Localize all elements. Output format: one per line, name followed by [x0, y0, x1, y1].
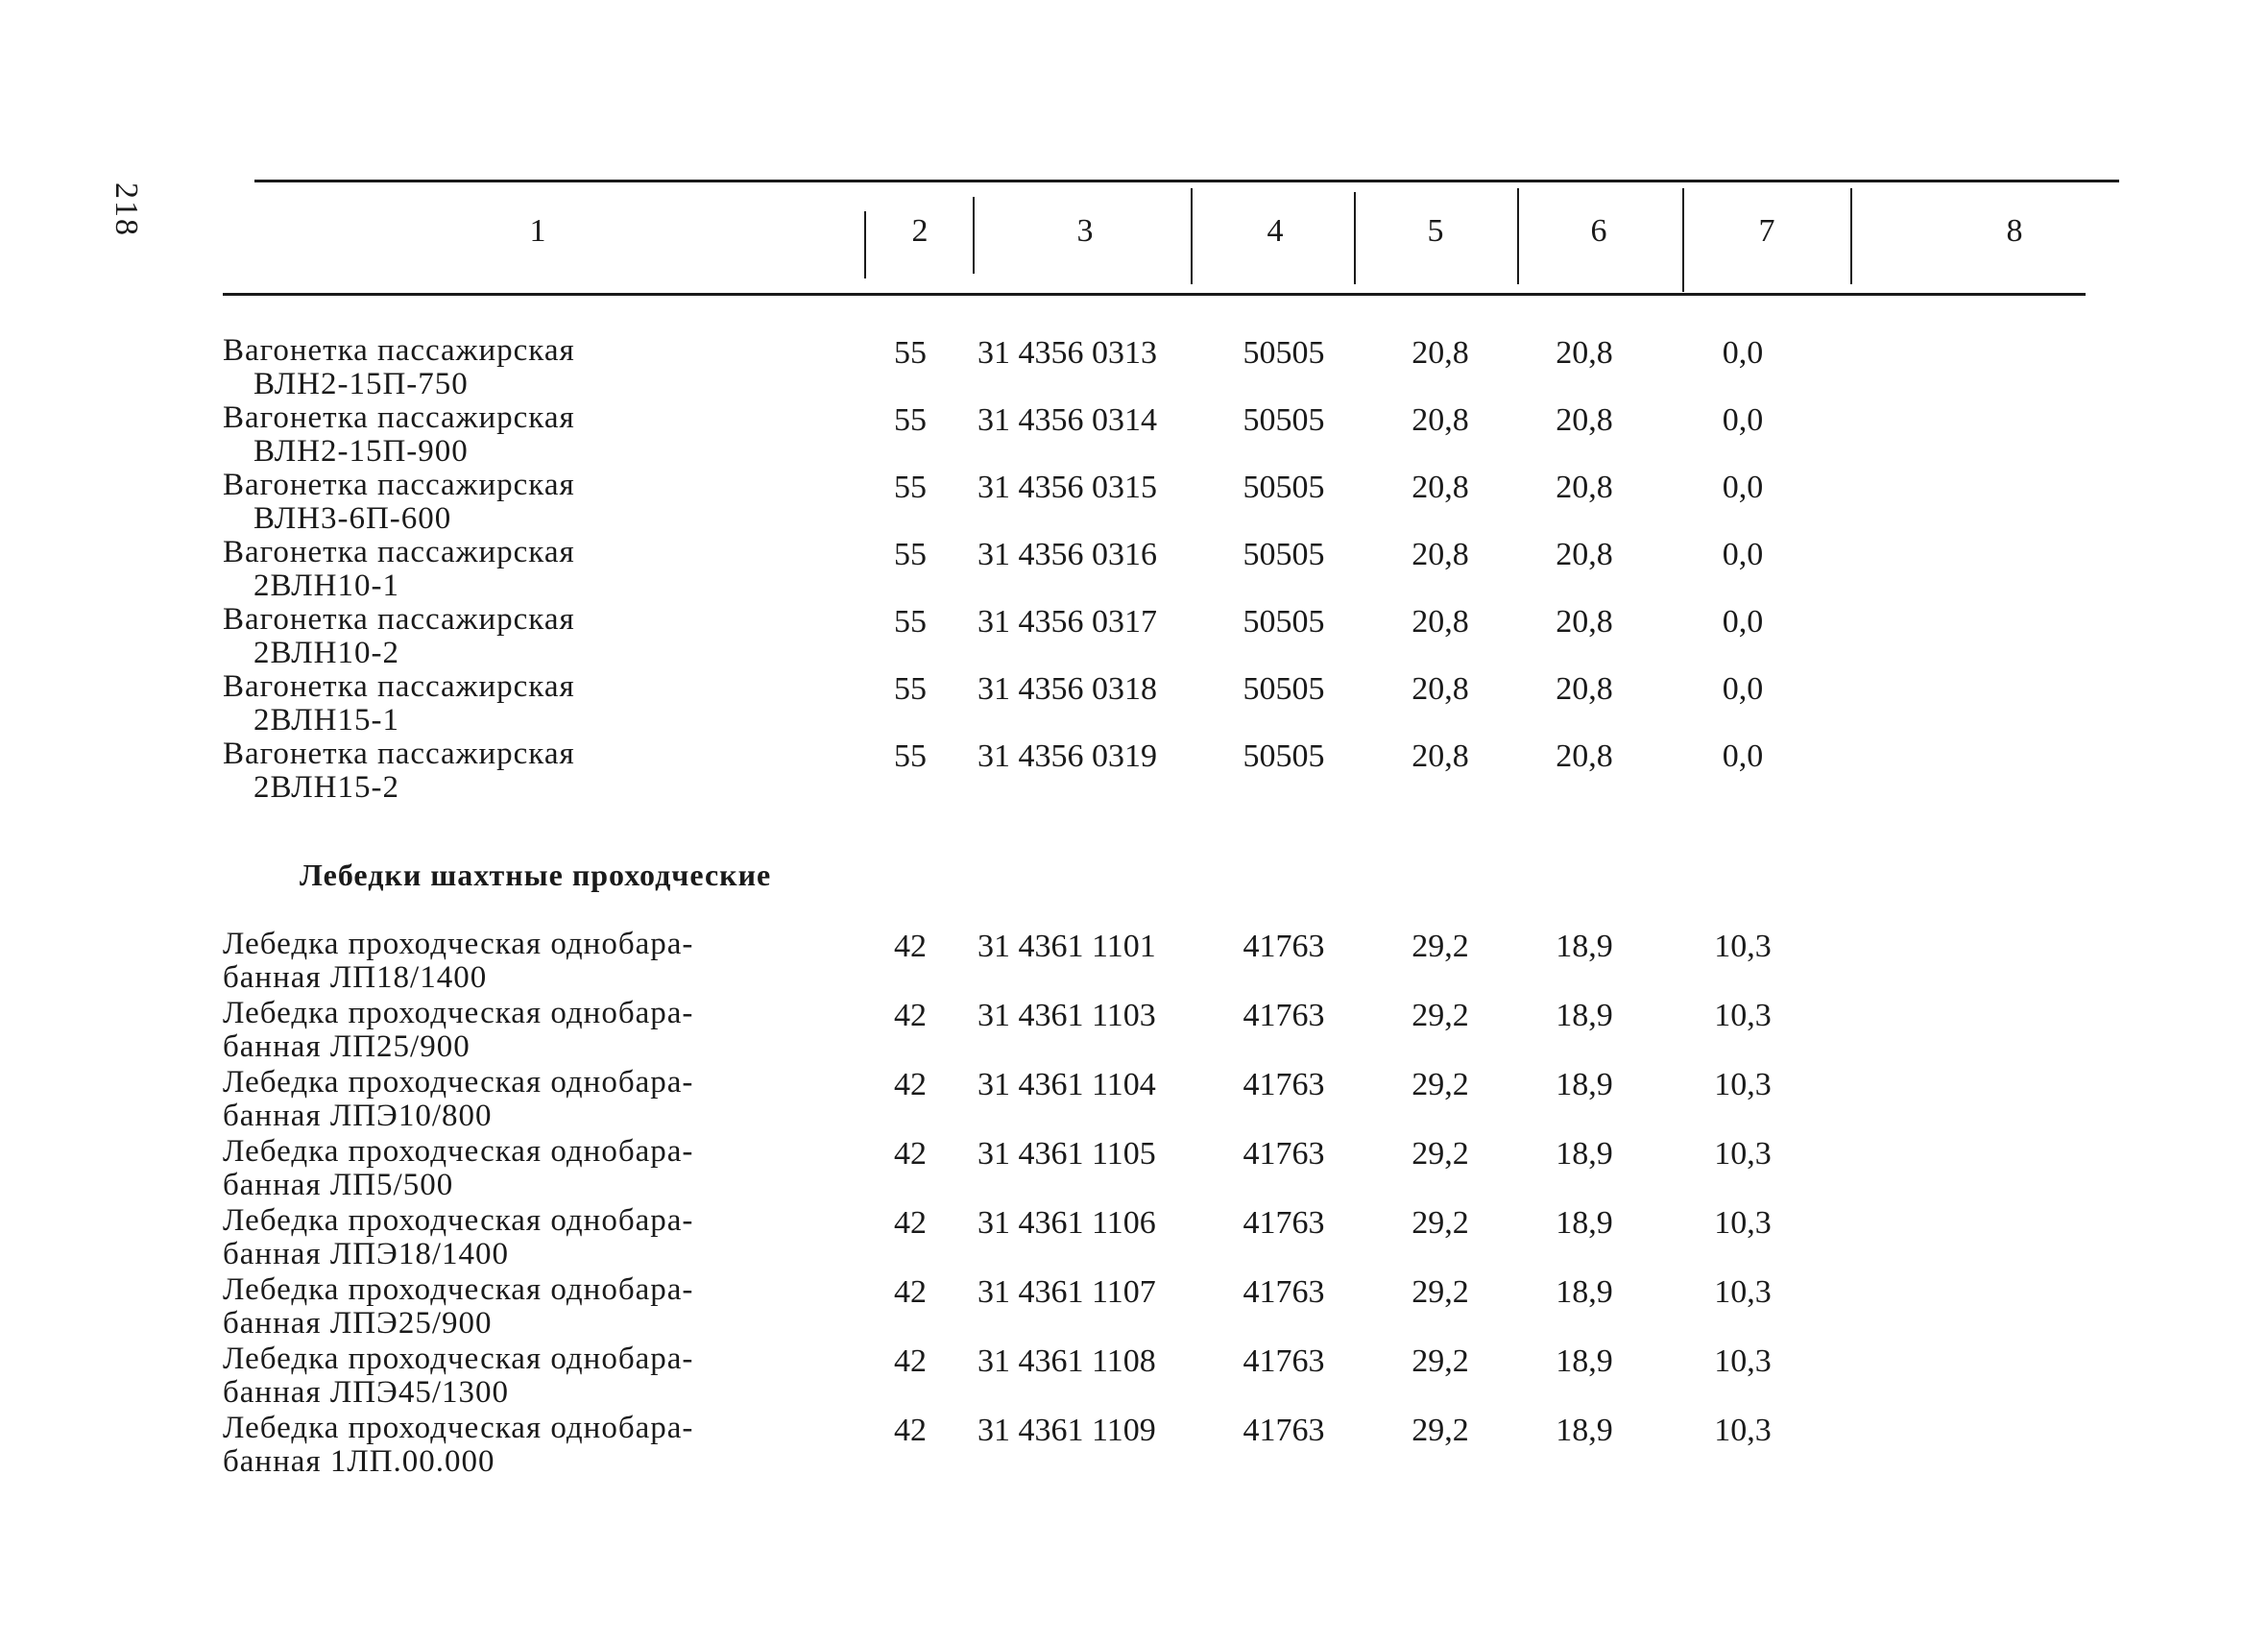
cell-col3: 31 4356 0313 — [977, 335, 1157, 371]
table-row — [0, 334, 2268, 403]
cell-col4: 50505 — [1243, 470, 1325, 505]
row-name: Лебедка проходческая однобара- банная ЛПЭ45/1300 — [223, 1342, 694, 1410]
cell-col4: 50505 — [1243, 738, 1325, 774]
cell-col7: 10,3 — [1714, 929, 1772, 964]
cell-col7: 10,3 — [1714, 1343, 1772, 1379]
cell-col5: 20,8 — [1411, 537, 1469, 572]
cell-col2: 55 — [894, 604, 927, 640]
cell-col7: 10,3 — [1714, 1274, 1772, 1310]
cell-col6: 18,9 — [1556, 1136, 1613, 1172]
table-row — [0, 536, 2268, 605]
cell-col2: 55 — [894, 335, 927, 371]
row-name: Вагонетка пассажирская 2ВЛН10-2 — [223, 602, 575, 670]
cell-col4: 41763 — [1243, 1413, 1325, 1448]
row-name: Вагонетка пассажирская ВЛН2-15П-750 — [223, 333, 575, 401]
row-name: Вагонетка пассажирская 2ВЛН15-2 — [223, 737, 575, 805]
cell-col6: 20,8 — [1556, 402, 1613, 438]
cell-col7: 10,3 — [1714, 998, 1772, 1033]
cell-col6: 20,8 — [1556, 738, 1613, 774]
row-name: Лебедка проходческая однобара- банная ЛП5/500 — [223, 1134, 694, 1202]
row-name: Вагонетка пассажирская 2ВЛН10-1 — [223, 535, 575, 603]
table-row — [0, 1066, 2268, 1135]
cell-col6: 18,9 — [1556, 929, 1613, 964]
cell-col3: 31 4356 0319 — [977, 738, 1157, 774]
column-header-4: 4 — [1267, 213, 1284, 249]
table-row — [0, 469, 2268, 538]
column-header-2: 2 — [911, 213, 929, 249]
cell-col4: 50505 — [1243, 671, 1325, 707]
row-name: Лебедка проходческая однобара- банная ЛПЭ18/1400 — [223, 1203, 694, 1271]
cell-col7: 10,3 — [1714, 1205, 1772, 1241]
cell-col6: 18,9 — [1556, 1413, 1613, 1448]
row-name: Лебедка проходческая однобара- банная ЛПЭ10/800 — [223, 1065, 694, 1133]
header-divider — [1682, 188, 1684, 292]
cell-col3: 31 4361 1107 — [977, 1274, 1156, 1310]
table-row — [0, 670, 2268, 739]
cell-col7: 0,0 — [1722, 402, 1764, 438]
cell-col2: 42 — [894, 929, 927, 964]
cell-col5: 29,2 — [1411, 1274, 1469, 1310]
cell-col3: 31 4361 1108 — [977, 1343, 1156, 1379]
cell-col4: 41763 — [1243, 929, 1325, 964]
table-header-bottom-rule — [223, 293, 2086, 296]
cell-col6: 18,9 — [1556, 998, 1613, 1033]
cell-col5: 29,2 — [1411, 998, 1469, 1033]
cell-col3: 31 4356 0316 — [977, 537, 1157, 572]
cell-col4: 41763 — [1243, 1274, 1325, 1310]
table-row — [0, 737, 2268, 807]
cell-col7: 0,0 — [1722, 335, 1764, 371]
cell-col7: 0,0 — [1722, 738, 1764, 774]
cell-col5: 29,2 — [1411, 1413, 1469, 1448]
column-header-7: 7 — [1758, 213, 1775, 249]
column-header-3: 3 — [1076, 213, 1094, 249]
table-row — [0, 603, 2268, 672]
cell-col2: 42 — [894, 1343, 927, 1379]
cell-col7: 0,0 — [1722, 470, 1764, 505]
header-divider — [1517, 188, 1519, 284]
cell-col2: 55 — [894, 671, 927, 707]
table-row — [0, 1342, 2268, 1412]
cell-col4: 41763 — [1243, 1067, 1325, 1102]
cell-col5: 20,8 — [1411, 738, 1469, 774]
cell-col2: 42 — [894, 1067, 927, 1102]
row-name: Лебедка проходческая однобара- банная 1ЛП.00.000 — [223, 1411, 694, 1479]
table-row — [0, 401, 2268, 471]
cell-col4: 41763 — [1243, 1205, 1325, 1241]
cell-col3: 31 4361 1105 — [977, 1136, 1156, 1172]
cell-col3: 31 4361 1103 — [977, 998, 1156, 1033]
cell-col7: 10,3 — [1714, 1413, 1772, 1448]
header-divider — [1850, 188, 1852, 284]
cell-col4: 41763 — [1243, 1343, 1325, 1379]
cell-col6: 18,9 — [1556, 1274, 1613, 1310]
cell-col4: 50505 — [1243, 402, 1325, 438]
column-header-1: 1 — [529, 213, 546, 249]
cell-col5: 20,8 — [1411, 402, 1469, 438]
cell-col7: 0,0 — [1722, 537, 1764, 572]
header-divider — [973, 197, 975, 274]
cell-col3: 31 4356 0318 — [977, 671, 1157, 707]
cell-col6: 18,9 — [1556, 1205, 1613, 1241]
header-divider — [864, 211, 866, 278]
cell-col6: 20,8 — [1556, 470, 1613, 505]
cell-col2: 42 — [894, 1136, 927, 1172]
column-header-8: 8 — [2006, 213, 2023, 249]
row-name: Вагонетка пассажирская 2ВЛН15-1 — [223, 669, 575, 737]
column-header-5: 5 — [1427, 213, 1444, 249]
cell-col5: 20,8 — [1411, 335, 1469, 371]
row-name: Лебедка проходческая однобара- банная ЛП25/900 — [223, 996, 694, 1064]
cell-col7: 10,3 — [1714, 1067, 1772, 1102]
header-divider — [1354, 192, 1356, 284]
cell-col4: 50505 — [1243, 604, 1325, 640]
cell-col6: 20,8 — [1556, 537, 1613, 572]
cell-col2: 42 — [894, 1413, 927, 1448]
cell-col6: 18,9 — [1556, 1067, 1613, 1102]
column-header-6: 6 — [1590, 213, 1607, 249]
cell-col4: 41763 — [1243, 998, 1325, 1033]
cell-col2: 42 — [894, 998, 927, 1033]
cell-col5: 29,2 — [1411, 1343, 1469, 1379]
cell-col7: 0,0 — [1722, 604, 1764, 640]
cell-col5: 29,2 — [1411, 1205, 1469, 1241]
cell-col7: 0,0 — [1722, 671, 1764, 707]
cell-col2: 55 — [894, 470, 927, 505]
cell-col3: 31 4356 0315 — [977, 470, 1157, 505]
cell-col3: 31 4361 1106 — [977, 1205, 1156, 1241]
table-row — [0, 997, 2268, 1066]
cell-col2: 42 — [894, 1274, 927, 1310]
cell-col3: 31 4361 1109 — [977, 1413, 1156, 1448]
row-name: Вагонетка пассажирская ВЛН2-15П-900 — [223, 400, 575, 469]
cell-col2: 55 — [894, 402, 927, 438]
cell-col4: 41763 — [1243, 1136, 1325, 1172]
table-top-rule — [254, 180, 2119, 182]
cell-col3: 31 4361 1104 — [977, 1067, 1156, 1102]
table-row — [0, 928, 2268, 997]
table-row — [0, 1412, 2268, 1481]
row-name: Лебедка проходческая однобара- банная ЛПЭ25/900 — [223, 1272, 694, 1341]
page-number: 218 — [109, 182, 144, 237]
table-row — [0, 1135, 2268, 1204]
table-row — [0, 1273, 2268, 1342]
cell-col4: 50505 — [1243, 335, 1325, 371]
cell-col2: 42 — [894, 1205, 927, 1241]
cell-col3: 31 4356 0314 — [977, 402, 1157, 438]
cell-col7: 10,3 — [1714, 1136, 1772, 1172]
cell-col6: 20,8 — [1556, 671, 1613, 707]
row-name: Лебедка проходческая однобара- банная ЛП18/1400 — [223, 927, 694, 995]
cell-col5: 20,8 — [1411, 470, 1469, 505]
cell-col6: 20,8 — [1556, 335, 1613, 371]
cell-col2: 55 — [894, 537, 927, 572]
cell-col5: 29,2 — [1411, 1067, 1469, 1102]
cell-col6: 18,9 — [1556, 1343, 1613, 1379]
cell-col2: 55 — [894, 738, 927, 774]
table-row — [0, 1204, 2268, 1273]
cell-col4: 50505 — [1243, 537, 1325, 572]
cell-col6: 20,8 — [1556, 604, 1613, 640]
cell-col5: 20,8 — [1411, 604, 1469, 640]
cell-col3: 31 4356 0317 — [977, 604, 1157, 640]
section-title: Лебедки шахтные проходческие — [300, 858, 772, 892]
row-name: Вагонетка пассажирская ВЛН3-6П-600 — [223, 468, 575, 536]
cell-col5: 29,2 — [1411, 929, 1469, 964]
cell-col5: 29,2 — [1411, 1136, 1469, 1172]
cell-col3: 31 4361 1101 — [977, 929, 1156, 964]
cell-col5: 20,8 — [1411, 671, 1469, 707]
header-divider — [1191, 188, 1193, 284]
